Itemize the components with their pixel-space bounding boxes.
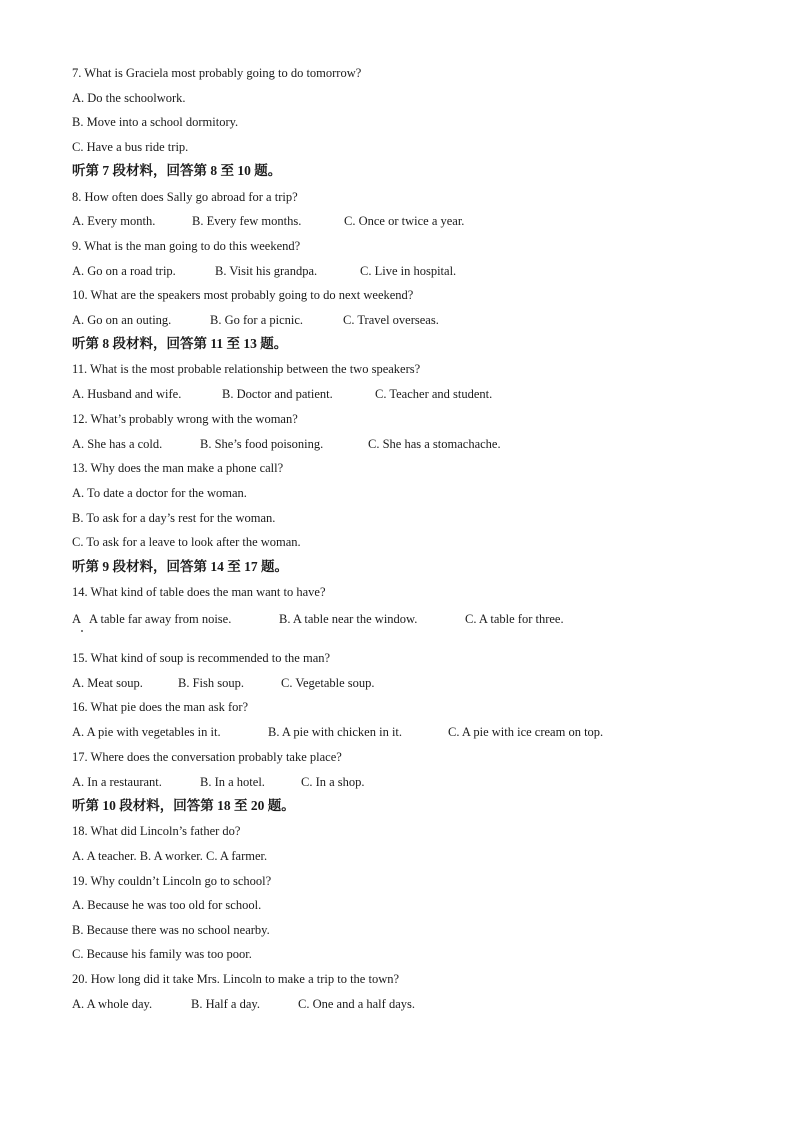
q14-option-b: B. A table near the window.: [279, 612, 418, 626]
q8-options: [72, 213, 464, 229]
q17-option-b: B. In a hotel.: [200, 775, 265, 789]
q11-option-a: A. Husband and wife.: [72, 387, 182, 401]
q15-option-c: C. Vegetable soup.: [281, 676, 375, 690]
q9-option-c: C. Live in hospital.: [360, 264, 457, 278]
stray-mark: [81, 630, 83, 632]
q16-option-c: C. A pie with ice cream on top.: [448, 725, 604, 739]
q10-options: [72, 312, 439, 328]
question-14: 14. What kind of table does the man want to have?: [72, 585, 326, 599]
section-header-7: 听第 7 段材料，回答第 8 至 10 题。: [72, 163, 282, 178]
question-13: 13. Why does the man make a phone call?: [72, 461, 284, 475]
q16-option-b: B. A pie with chicken in it.: [268, 725, 403, 739]
q13-option-b: B. To ask for a day’s rest for the woman.: [72, 511, 276, 525]
question-9: 9. What is the man going to do this weekend?: [72, 239, 301, 253]
q13-option-a: A. To date a doctor for the woman.: [72, 486, 247, 500]
q17-option-a: A. In a restaurant.: [72, 775, 162, 789]
q14-option-a: A A table far away from noise.: [72, 612, 232, 626]
q19-option-a: A. Because he was too old for school.: [72, 898, 262, 912]
q13-option-c: C. To ask for a leave to look after the woman.: [72, 535, 301, 549]
question-19: 19. Why couldn’t Lincoln go to school?: [72, 874, 272, 888]
q16-option-a: A. A pie with vegetables in it.: [72, 725, 221, 739]
q10-option-a: A. Go on an outing.: [72, 313, 172, 327]
q12-options: [72, 436, 501, 452]
q15-option-a: A. Meat soup.: [72, 676, 143, 690]
q9-options: [72, 263, 456, 279]
question-8: 8. How often does Sally go abroad for a trip?: [72, 190, 298, 204]
question-10: 10. What are the speakers most probably going to do next weekend?: [72, 288, 414, 302]
q19-option-c: C. Because his family was too poor.: [72, 947, 252, 961]
question-16: 16. What pie does the man ask for?: [72, 700, 249, 714]
q8-option-b: B. Every few months.: [192, 214, 302, 228]
q8-option-c: C. Once or twice a year.: [344, 214, 465, 228]
q18-options: A. A teacher. B. A worker. C. A farmer.: [72, 849, 268, 863]
question-15: 15. What kind of soup is recommended to the man?: [72, 651, 331, 665]
question-11: 11. What is the most probable relationship between the two speakers?: [72, 362, 421, 376]
q17-option-c: C. In a shop.: [301, 775, 365, 789]
q9-option-b: B. Visit his grandpa.: [215, 264, 318, 278]
q11-option-c: C. Teacher and student.: [375, 387, 493, 401]
q20-option-b: B. Half a day.: [191, 997, 260, 1011]
q15-option-b: B. Fish soup.: [178, 676, 244, 690]
q20-options: [72, 996, 415, 1012]
q14-option-c: C. A table for three.: [465, 612, 564, 626]
q12-option-b: B. She’s food poisoning.: [200, 437, 324, 451]
question-17: 17. Where does the conversation probably take place?: [72, 750, 342, 764]
q11-option-b: B. Doctor and patient.: [222, 387, 333, 401]
q10-option-c: C. Travel overseas.: [343, 313, 439, 327]
q15-options: [72, 675, 375, 691]
section-header-9: 听第 9 段材料，回答第 14 至 17 题。: [72, 559, 288, 574]
section-header-8: 听第 8 段材料，回答第 11 至 13 题。: [72, 336, 288, 351]
q12-option-c: C. She has a stomachache.: [368, 437, 501, 451]
question-18: 18. What did Lincoln’s father do?: [72, 824, 241, 838]
q12-option-a: A. She has a cold.: [72, 437, 163, 451]
q9-option-a: A. Go on a road trip.: [72, 264, 176, 278]
q19-option-b: B. Because there was no school nearby.: [72, 923, 270, 937]
q7-option-b: B. Move into a school dormitory.: [72, 115, 239, 129]
q7-option-a: A. Do the schoolwork.: [72, 91, 186, 105]
question-20: 20. How long did it take Mrs. Lincoln to make a trip to the town?: [72, 972, 400, 986]
q8-option-a: A. Every month.: [72, 214, 156, 228]
section-header-10: 听第 10 段材料，回答第 18 至 20 题。: [72, 798, 295, 813]
q16-options: [72, 724, 603, 740]
q20-option-c: C. One and a half days.: [298, 997, 415, 1011]
q11-options: [72, 386, 492, 402]
q17-options: [72, 774, 365, 790]
question-12: 12. What’s probably wrong with the woman?: [72, 412, 298, 426]
q20-option-a: A. A whole day.: [72, 997, 153, 1011]
q10-option-b: B. Go for a picnic.: [210, 313, 304, 327]
q14-options: [72, 611, 564, 627]
question-7: 7. What is Graciela most probably going to do tomorrow?: [72, 66, 362, 80]
q7-option-c: C. Have a bus ride trip.: [72, 140, 189, 154]
